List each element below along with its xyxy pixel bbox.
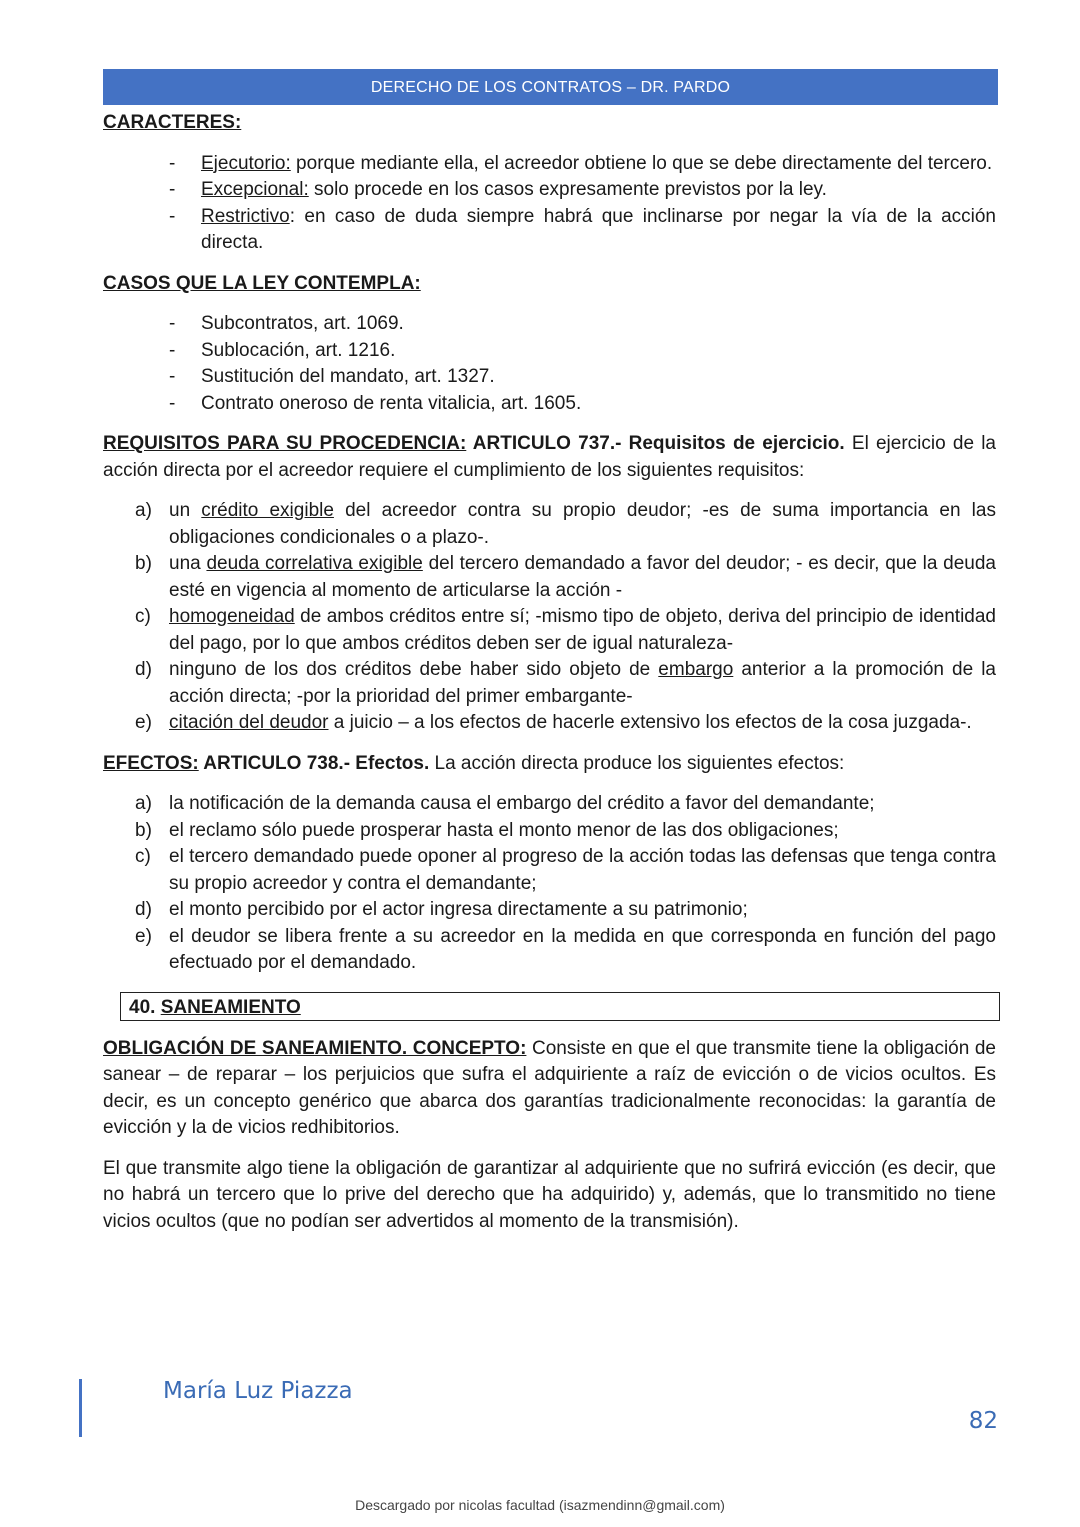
list-item (103, 498, 996, 551)
requisitos-heading: REQUISITOS PARA SU PROCEDENCIA: (103, 433, 467, 454)
item-text: el deudor se libera frente a su acreedor en la medida en que corresponda en función del pago efectuado por el demandado. (169, 925, 996, 973)
term: homogeneidad (169, 606, 295, 627)
list-marker: - (169, 366, 176, 387)
document-body (103, 110, 996, 1235)
list-item (103, 924, 996, 977)
header-title: DERECHO DE LOS CONTRATOS – DR. PARDO (370, 79, 731, 96)
item-text: ninguno de los dos créditos debe haber sido objeto de (169, 659, 659, 680)
item-text: a juicio – a los efectos de hacerle extensivo los efectos de la cosa juzgada-. (328, 712, 972, 733)
list-item (103, 844, 996, 897)
casos-heading: CASOS QUE LA LEY CONTEMPLA: (103, 272, 421, 294)
item-text: del tercero demandado a favor del deudor; - es decir, que la deuda esté en vigencia al momento de articularse la acción - (169, 553, 996, 601)
item-text: Sublocación, art. 1216. (201, 339, 396, 361)
footer-accent-line (79, 1379, 82, 1437)
term: Ejecutorio: (201, 152, 291, 174)
item-text: del acreedor contra su propio deudor; -es de suma importancia en las obligaciones condicionales o a plazo-. (169, 500, 996, 548)
list-marker: - (169, 179, 176, 200)
item-text: anterior a la promoción de la acción directa; -por la prioridad del primer embargante- (169, 659, 996, 707)
list-item (103, 657, 996, 710)
page-header (103, 69, 998, 105)
term: citación del deudor (169, 712, 329, 733)
list-item (103, 604, 996, 657)
footer-author: María Luz Piazza (163, 1378, 353, 1404)
term: Restrictivo (201, 205, 290, 227)
list-item (103, 710, 996, 737)
item-text: la notificación de la demanda causa el embargo del crédito a favor del demandante; (169, 793, 875, 814)
saneamiento-heading: OBLIGACIÓN DE SANEAMIENTO. CONCEPTO: (103, 1037, 527, 1059)
item-text: el monto percibido por el actor ingresa directamente a su patrimonio; (169, 899, 748, 920)
section-title-box (120, 992, 1000, 1021)
list-item (103, 791, 996, 818)
list-item (103, 364, 996, 391)
efectos-heading: EFECTOS: (103, 752, 199, 774)
term: Excepcional: (201, 179, 309, 200)
section-title: SANEAMIENTO (160, 996, 301, 1018)
list-item (103, 338, 996, 365)
list-item (103, 551, 996, 604)
list-marker: - (169, 205, 176, 227)
term: crédito exigible (201, 500, 334, 521)
list-marker: c) (135, 606, 151, 627)
list-marker: d) (135, 899, 152, 920)
term: deuda correlativa exigible (206, 553, 423, 574)
list-item (103, 151, 996, 178)
term: embargo (658, 659, 734, 680)
saneamiento-paragraph-2: El que transmite algo tiene la obligación de garantizar al adquiriente que no sufrirá evicción (es decir, que no habrá un tercero que lo prive del derecho que ha adquirido) y, además, que lo transmitido no tiene vicios ocultos (que no podían ser advertidos al momento de la transmisión). (103, 1157, 996, 1232)
list-item (103, 311, 996, 338)
download-note: Descargado por nicolas facultad (isazmendinn@gmail.com) (355, 1497, 725, 1513)
item-text: Sustitución del mandato, art. 1327. (201, 366, 495, 387)
list-item (103, 204, 996, 257)
list-marker: - (169, 152, 176, 174)
list-marker: b) (135, 553, 152, 574)
list-marker: c) (135, 846, 151, 867)
list-marker: e) (135, 712, 152, 733)
item-text: Subcontratos, art. 1069. (201, 313, 404, 334)
item-text: solo procede en los casos expresamente previstos por la ley. (308, 179, 827, 200)
item-text: porque mediante ella, el acreedor obtiene lo que se debe directamente del tercero. (290, 152, 993, 174)
item-text: el tercero demandado puede oponer al progreso de la acción todas las defensas que tenga contra su propio acreedor y contra el demandante; (169, 846, 996, 894)
list-marker: a) (135, 500, 152, 521)
page-number: 82 (968, 1408, 998, 1434)
caracteres-list (103, 151, 996, 257)
caracteres-heading: CARACTERES: (103, 112, 242, 133)
list-item (103, 391, 996, 418)
list-marker: b) (135, 819, 152, 841)
list-marker: - (169, 339, 176, 361)
requisitos-article: ARTICULO 737.- Requisitos de ejercicio. (466, 433, 845, 454)
requisitos-paragraph (103, 431, 996, 484)
section-number: 40. (129, 996, 161, 1018)
item-text: : en caso de duda siempre habrá que inclinarse por negar la vía de la acción directa. (201, 205, 996, 253)
list-item (103, 897, 996, 924)
item-text: Contrato oneroso de renta vitalicia, art. 1605. (201, 392, 582, 414)
item-text: un (169, 500, 202, 521)
list-marker: d) (135, 659, 152, 680)
efectos-list (103, 791, 996, 977)
list-item (103, 818, 996, 845)
item-text: de ambos créditos entre sí; -mismo tipo de objeto, deriva del principio de identidad del pago, por lo que ambos créditos deben ser de igual naturaleza- (169, 606, 996, 654)
saneamiento-paragraph (103, 1036, 996, 1142)
requisitos-list (103, 498, 996, 737)
list-marker: e) (135, 925, 152, 947)
item-text: el reclamo sólo puede prosperar hasta el monto menor de las dos obligaciones; (169, 819, 839, 841)
list-marker: a) (135, 793, 152, 814)
efectos-intro: La acción directa produce los siguientes efectos: (429, 752, 845, 774)
casos-list (103, 311, 996, 417)
list-marker: - (169, 313, 176, 334)
saneamiento-text: Consiste en que el que transmite tiene la obligación de sanear – de reparar – los perjuicios que sufra el adquiriente a raíz de evicción o de vicios ocultos. Es decir, es un concepto genérico que abarca dos garantías tradicionalmente reconocidas: la garantía de evicción y la de vicios redhibitorios. (103, 1037, 996, 1138)
list-marker: - (169, 392, 176, 414)
efectos-paragraph (103, 751, 996, 778)
requisitos-intro: El ejercicio de la acción directa por el acreedor requiere el cumplimiento de los siguientes requisitos: (103, 433, 996, 481)
list-item (103, 177, 996, 204)
efectos-article: ARTICULO 738.- Efectos. (198, 752, 430, 774)
item-text: una (169, 553, 207, 574)
